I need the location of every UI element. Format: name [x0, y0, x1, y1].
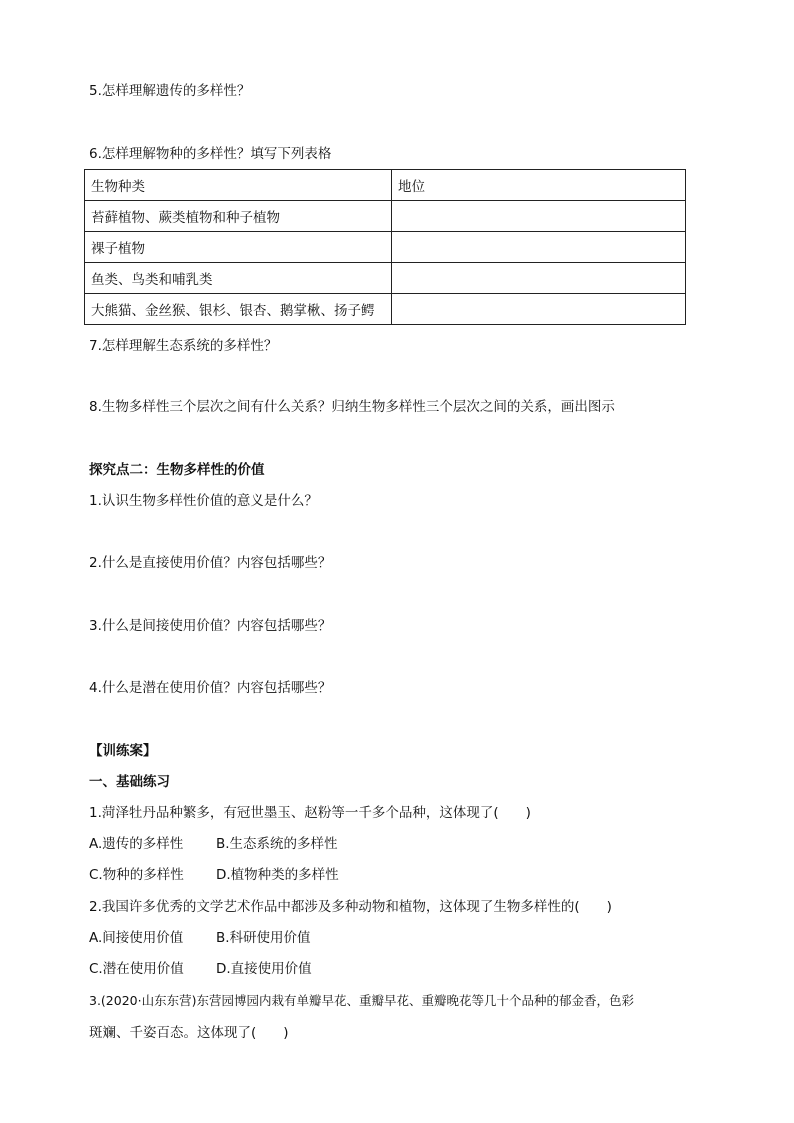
exercise-2-option-a: A.间接使用价值: [89, 930, 184, 946]
training-title: 【训练案】: [89, 743, 157, 759]
question-8: 8.生物多样性三个层次之间有什么关系？归纳生物多样性三个层次之间的关系，画出图示: [89, 399, 615, 415]
exercise-2-option-b: B.科研使用价值: [216, 930, 311, 946]
table-row: [85, 263, 686, 294]
section-title: 探究点二：生物多样性的价值: [89, 462, 265, 478]
table-cell: 裸子植物: [85, 232, 392, 263]
exercise-1-option-d: D.植物种类的多样性: [216, 867, 339, 883]
exercise-1-option-a: A.遗传的多样性: [89, 836, 184, 852]
section2-question-2: 2.什么是直接使用价值？内容包括哪些？: [89, 555, 332, 571]
table-cell: [392, 294, 686, 325]
table-row: [85, 232, 686, 263]
question-7: 7.怎样理解生态系统的多样性？: [89, 338, 278, 354]
exercise-1-stem: 1.菏泽牡丹品种繁多，有冠世墨玉、赵粉等一千多个品种，这体现了( ): [89, 805, 531, 821]
table-cell: [392, 232, 686, 263]
exercise-2-option-d: D.直接使用价值: [216, 961, 312, 977]
exercise-2-option-c: C.潜在使用价值: [89, 961, 184, 977]
section2-question-4: 4.什么是潜在使用价值？内容包括哪些？: [89, 680, 332, 696]
table-row: [85, 294, 686, 325]
exercise-3-stem-line-1: 3.(2020·山东东营)东营园博园内栽有单瓣早花、重瓣早花、重瓣晚花等几十个品种的郁金香，色彩: [89, 993, 634, 1008]
exercise-2-stem: 2.我国许多优秀的文学艺术作品中都涉及多种动物和植物，这体现了生物多样性的( ): [89, 899, 612, 915]
table-cell: [392, 201, 686, 232]
table-header-row: [85, 170, 686, 201]
table-cell: [392, 263, 686, 294]
table-cell: 鱼类、鸟类和哺乳类: [85, 263, 392, 294]
species-table: [84, 169, 686, 325]
exercise-1-option-b: B.生态系统的多样性: [216, 836, 338, 852]
question-5: 5.怎样理解遗传的多样性？: [89, 83, 251, 99]
table-row: [85, 201, 686, 232]
question-6: 6.怎样理解物种的多样性？填写下列表格: [89, 146, 332, 162]
table-header-cell: 生物种类: [85, 170, 392, 201]
section2-question-1: 1.认识生物多样性价值的意义是什么？: [89, 493, 318, 509]
exercise-1-option-c: C.物种的多样性: [89, 867, 184, 883]
table-header-cell: 地位: [392, 170, 686, 201]
training-subtitle: 一、基础练习: [89, 774, 170, 790]
table-cell: 大熊猫、金丝猴、银杉、银杏、鹅掌楸、扬子鳄: [85, 294, 392, 325]
exercise-3-stem-line-2: 斑斓、千姿百态。这体现了( ): [89, 1025, 289, 1041]
table-cell: 苔藓植物、蕨类植物和种子植物: [85, 201, 392, 232]
section2-question-3: 3.什么是间接使用价值？内容包括哪些？: [89, 618, 332, 634]
